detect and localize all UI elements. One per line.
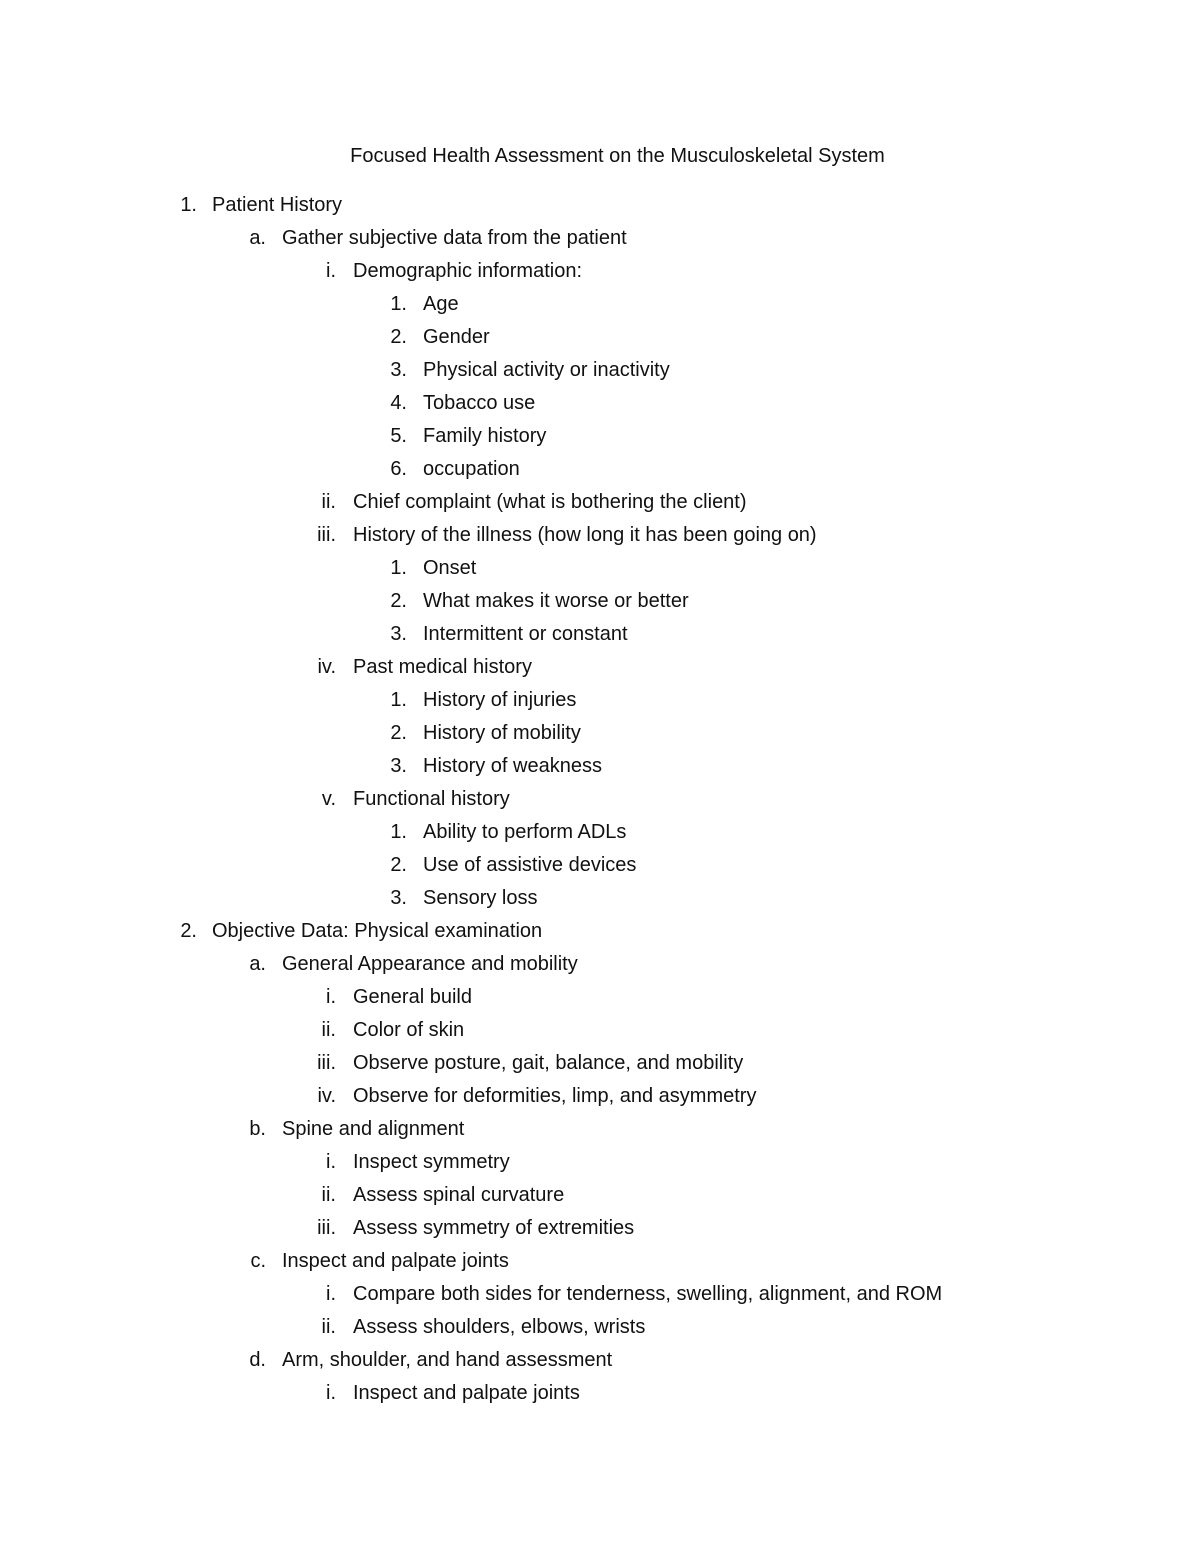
outline-item-text: Assess symmetry of extremities [353, 1217, 635, 1239]
outline-item-text: Assess shoulders, elbows, wrists [353, 1316, 646, 1338]
outline-item [0, 190, 1200, 223]
outline-item-text: Sensory loss [423, 887, 538, 909]
outline-item-marker: d. [249, 1349, 266, 1371]
outline-item-text: Demographic information: [353, 260, 582, 282]
outline-item [0, 1180, 1200, 1213]
outline-item-text: Inspect symmetry [353, 1151, 510, 1173]
outline-item-text: Ability to perform ADLs [423, 821, 627, 843]
outline-item [0, 784, 1200, 817]
outline-item [0, 1213, 1200, 1246]
outline-item-text: occupation [423, 458, 520, 480]
outline-item-text: Objective Data: Physical examination [212, 920, 543, 942]
outline-item-marker: 2. [390, 854, 407, 876]
outline-item-text: Gather subjective data from the patient [282, 227, 627, 249]
outline-item-marker: iv. [317, 656, 336, 678]
outline-item-marker: ii. [321, 1316, 336, 1338]
outline-item-text: Inspect and palpate joints [353, 1382, 580, 1404]
outline-item [0, 223, 1200, 256]
outline-item-text: What makes it worse or better [423, 590, 689, 612]
outline-item [0, 718, 1200, 751]
outline-item [0, 421, 1200, 454]
outline-item-marker: iii. [317, 524, 336, 546]
outline-item-text: Functional history [353, 788, 510, 810]
outline-item-marker: 2. [390, 326, 407, 348]
outline-item-text: Family history [423, 425, 547, 447]
outline-item-marker: a. [249, 953, 266, 975]
outline-item [0, 1378, 1200, 1411]
outline-item-marker: 1. [390, 821, 407, 843]
outline-item-text: Inspect and palpate joints [282, 1250, 509, 1272]
outline-item-text: Physical activity or inactivity [423, 359, 670, 381]
outline-item-marker: 1. [180, 194, 197, 216]
outline-item [0, 289, 1200, 322]
outline-item-text: Arm, shoulder, and hand assessment [282, 1349, 613, 1371]
outline-item-marker: 3. [390, 755, 407, 777]
outline-item-text: Past medical history [353, 656, 532, 678]
outline-item-marker: i. [326, 1382, 336, 1404]
outline-item-marker: 4. [390, 392, 407, 414]
outline-item-text: Tobacco use [423, 392, 536, 414]
outline-item-marker: a. [249, 227, 266, 249]
outline-item-text: History of the illness (how long it has been going on) [353, 524, 817, 546]
outline-item-text: Chief complaint (what is bothering the client) [353, 491, 747, 513]
outline-item-text: History of injuries [423, 689, 577, 711]
outline-item-text: Color of skin [353, 1019, 465, 1041]
outline-item-text: Gender [423, 326, 490, 348]
outline-item-text: History of mobility [423, 722, 581, 744]
outline-item-marker: 5. [390, 425, 407, 447]
outline-item [0, 1081, 1200, 1114]
outline-item-text: Compare both sides for tenderness, swelling, alignment, and ROM [353, 1283, 943, 1305]
outline-item [0, 685, 1200, 718]
outline-item-marker: 2. [390, 722, 407, 744]
outline-item-marker: ii. [321, 491, 336, 513]
outline-item [0, 751, 1200, 784]
outline-item-text: General Appearance and mobility [282, 953, 578, 975]
outline-item [0, 388, 1200, 421]
outline-item-text: Assess spinal curvature [353, 1184, 565, 1206]
outline-item-text: Patient History [212, 194, 343, 216]
outline-item-text: History of weakness [423, 755, 602, 777]
outline-item [0, 652, 1200, 685]
outline-item-marker: 6. [390, 458, 407, 480]
outline-item-marker: 1. [390, 557, 407, 579]
outline-item-marker: v. [321, 788, 336, 810]
outline-item-marker: iv. [317, 1085, 336, 1107]
outline-item-marker: iii. [317, 1052, 336, 1074]
outline-item-text: Observe for deformities, limp, and asymmetry [353, 1085, 757, 1107]
outline-item-text: Use of assistive devices [423, 854, 637, 876]
outline-item-marker: 3. [390, 359, 407, 381]
outline-item-marker: i. [326, 1283, 336, 1305]
outline-item [0, 1015, 1200, 1048]
outline-item-marker: i. [326, 1151, 336, 1173]
outline-item [0, 256, 1200, 289]
outline-item [0, 1048, 1200, 1081]
outline-item-marker: 1. [390, 293, 407, 315]
outline-item [0, 619, 1200, 652]
outline-item [0, 520, 1200, 553]
outline-item [0, 1246, 1200, 1279]
outline-item [0, 982, 1200, 1015]
outline-item [0, 1147, 1200, 1180]
outline-item-text: Age [423, 293, 459, 315]
outline-item-text: General build [353, 986, 472, 1008]
outline-item [0, 586, 1200, 619]
outline-item-text: Spine and alignment [282, 1118, 465, 1140]
outline-item-marker: 2. [180, 920, 197, 942]
outline-item-marker: b. [249, 1118, 266, 1140]
outline-item [0, 355, 1200, 388]
document-title: Focused Health Assessment on the Musculoskeletal System [350, 145, 885, 167]
outline-item [0, 1312, 1200, 1345]
outline-item [0, 817, 1200, 850]
outline-item [0, 553, 1200, 586]
outline-item-text: Observe posture, gait, balance, and mobility [353, 1052, 744, 1074]
outline-item-marker: 3. [390, 887, 407, 909]
outline-item [0, 850, 1200, 883]
outline-item [0, 454, 1200, 487]
outline-item [0, 322, 1200, 355]
outline-item-marker: 3. [390, 623, 407, 645]
outline-item-marker: 1. [390, 689, 407, 711]
outline-item-text: Intermittent or constant [423, 623, 628, 645]
outline-item-marker: c. [250, 1250, 266, 1272]
outline-item [0, 1279, 1200, 1312]
outline-item-marker: ii. [321, 1184, 336, 1206]
outline-list [0, 190, 1200, 1411]
outline-item [0, 487, 1200, 520]
outline-item-marker: iii. [317, 1217, 336, 1239]
outline-item [0, 883, 1200, 916]
outline-item [0, 1345, 1200, 1378]
outline-item-marker: i. [326, 986, 336, 1008]
outline-item-marker: ii. [321, 1019, 336, 1041]
outline-item [0, 949, 1200, 982]
outline-item-text: Onset [423, 557, 477, 579]
outline-item-marker: 2. [390, 590, 407, 612]
outline-item [0, 916, 1200, 949]
outline-item-marker: i. [326, 260, 336, 282]
outline-item [0, 1114, 1200, 1147]
